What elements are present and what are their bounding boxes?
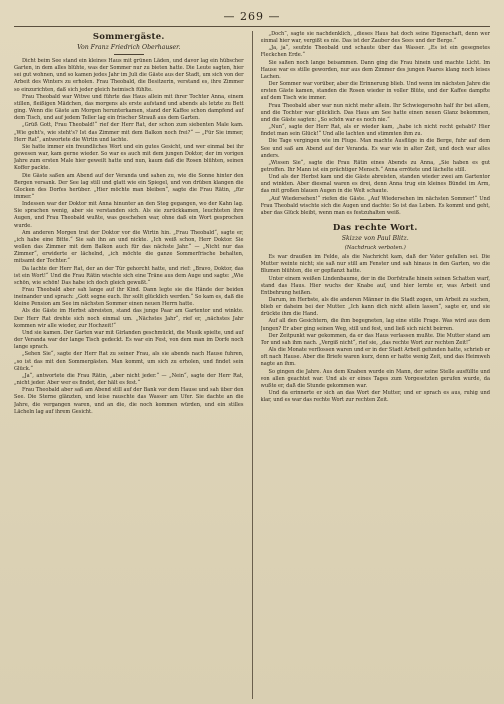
paragraph: „Ja“, antwortete die Frau Rätin, „aber nicht jeder.“ — „Nein“, sagte der Herr Rat, „nicht jeder. Aber wer es findet, der hält es fest.“ bbox=[14, 372, 244, 387]
columns bbox=[14, 31, 490, 699]
paragraph: Dicht beim See stand ein kleines Haus mit grünen Läden, und davor lag ein hübscher Garten, in dem alles blühte, was der Sommer nur zu bieten hatte. Die Leute sagten, hier sei gut wohnen, und so kamen jedes Jahr im Juli die Gäste aus der Stadt, um sich von der Arbeit des Winters zu erholen. Frau Theobald, die Besitzerin, verstand es, ihre Zimmer so einzurichten, daß sich jeder gleich heimisch fühlte. bbox=[14, 58, 244, 93]
paragraph: Die Gäste saßen am Abend auf der Veranda und sahen zu, wie die Sonne hinter den Bergen versank. Der See lag still und glatt wie ein Spiegel, und von drüben klangen die Glocken des Dorfes herüber. „Hier möchte man bleiben“, sagte die Frau Rätin, „für immer.“ bbox=[14, 172, 244, 200]
article-byline-sommergaeste: Von Franz Friedrich Oberhauser. bbox=[77, 44, 181, 51]
paragraph: Auf all den Gesichtern, die ihm begegneten, lag eine stille Frage. Was wird aus dem Jungen? Er aber ging seinen Weg, still und fest, und ließ sich nicht beirren. bbox=[260, 318, 490, 332]
page-number: — 269 — bbox=[223, 10, 281, 23]
paragraph: Darum, im Herbste, als die anderen Männer in die Stadt zogen, um Arbeit zu suchen, blieb er daheim bei der Mutter. „Ich kann dich nicht allein lassen“, sagte er, und sie drückte ihm die Hand. bbox=[260, 297, 490, 318]
paragraph: Frau Theobald aber saß am Abend still auf der Bank vor dem Hause und sah über den See. Die Sterne glänzten, und leise rauschte das Wasser am Ufer. Sie dachte an die Jahre, die vergangen waren, und an die, die noch kommen würden, und ein stilles Lächeln lag auf ihrem Gesicht. bbox=[14, 387, 244, 415]
paragraph: Und als der Herbst kam und die Gäste abreisten, standen wieder zwei am Gartentor und winkten. Aber diesmal waren es drei, denn Anna trug ein kleines Bündel im Arm, das mit großen blauen Augen in die Welt schaute. bbox=[260, 174, 490, 195]
paragraph: Sie hatte immer ein freundliches Wort und ein gutes Gesicht, und wer einmal bei ihr gewesen war, kam gerne wieder. So war es auch mit dem jungen Doktor, der im vorigen Jahre zum ersten Male hier geweilt hatte und nun, kaum daß die Rosen blühten, seinen Koffer packte. bbox=[14, 143, 244, 172]
paragraph: Und sie kamen. Der Garten war mit Girlanden geschmückt, die Musik spielte, und auf der Veranda war der lange Tisch gedeckt. Es war ein Fest, von dem man im Dorfe noch lange sprach. bbox=[14, 329, 244, 351]
paragraph: Frau Theobald aber sah lange auf ihr Kind. Dann legte sie die Hände der beiden ineinander und sprach: „Gott segne euch. Ihr sollt glücklich werden.“ So kam es, daß die kleine Pension am See im nächsten Sommer einen neuen Herrn hatte. bbox=[14, 287, 244, 308]
paragraph: Frau Theobald aber war nun nicht mehr allein. Ihr Schwiegersohn half ihr bei allem, und die Tochter war glücklich. Das Haus am See hatte einen neuen Glanz bekommen, und die Gäste sagten: „So schön war es noch nie.“ bbox=[260, 102, 490, 123]
paragraph: Als die Monate verflossen waren und er in der Stadt Arbeit gefunden hatte, schrieb er oft nach Hause. Aber die Briefe waren kurz, denn er hatte wenig Zeit, und das Heimweh nagte an ihm. bbox=[260, 347, 490, 368]
reprint-note: (Nachdruck verboten.) bbox=[344, 245, 406, 252]
paragraph: Als die Gäste im Herbst abreisten, stand das junge Paar am Gartentor und winkte. Der Herr Rat drehte sich noch einmal um. „Nächstes Jahr“, rief er, „nächstes Jahr kommen wir alle wieder, zur Hochzeit!“ bbox=[14, 308, 244, 329]
article-byline-rechte-wort: Skizze von Paul Blitz. bbox=[341, 235, 409, 243]
article-title-rechte-wort: Das rechte Wort. bbox=[332, 223, 418, 234]
paragraph: Frau Theobald war Witwe und führte das Haus allein mit ihrer Tochter Anna, einem stillen, fleißigen Mädchen, das morgens als erste aufstand und abends als letzte zu Bett ging. Wenn die Gäste am Morgen herunterkamen, stand der Kaffee schon dampfend auf dem Tisch, und auf jedem Teller lag ein frischer Strauß aus dem Garten. bbox=[14, 93, 244, 122]
article-title-sommergaeste: Sommergäste. bbox=[92, 32, 165, 42]
paragraph: „Nun“, sagte der Herr Rat, als er wieder kam, „habe ich nicht recht gehabt? Hier findet man sein Glück!“ Und alle lachten und stimmten ihm zu. bbox=[260, 124, 490, 138]
top-rule bbox=[14, 26, 490, 27]
article-body-continued bbox=[261, 31, 491, 217]
paragraph: „Sehen Sie“, sagte der Herr Rat zu seiner Frau, als sie abends nach Hause fuhren, „so ist das mit den Sommergästen. Man kommt, um sich zu erholen, und findet sein Glück.“ bbox=[14, 351, 244, 372]
paragraph: Es war draußen im Felde, als die Nachricht kam, daß der Vater gefallen sei. Die Mutter weinte nicht; sie saß nur still am Fenster und sah hinaus in den Garten, wo die Blumen blühten, die er gepflanzt hatte. bbox=[260, 254, 490, 275]
column-divider bbox=[252, 31, 253, 699]
paragraph: Unter einem weißen Lindenbaume, der in die Dorfstraße hinein seinen Schatten warf, stand das Haus. Hier wuchs der Knabe auf, und hier lernte er, was Arbeit und Entbehrung heißen. bbox=[260, 275, 490, 296]
paragraph: „Doch“, sagte sie nachdenklich, „dieses Haus hat doch seine Eigenschaft, denn wer einmal hier war, vergißt es nie. Das ist der Zauber des Sees und der Berge.“ bbox=[260, 31, 490, 45]
paragraph: Der Zeitpunkt war gekommen, da er das Haus verlassen mußte. Die Mutter stand am Tor und sah ihm nach. „Vergiß nicht“, rief sie, „das rechte Wort zur rechten Zeit!“ bbox=[260, 332, 490, 346]
paragraph: So gingen die Jahre. Aus dem Knaben wurde ein Mann, der seine Stelle ausfüllte und von allen geachtet war. Und als er eines Tages zum Vorgesetzten gerufen wurde, da wußte er, daß die Stunde gekommen war. bbox=[260, 368, 490, 389]
paragraph: „Grüß Gott, Frau Theobald!“ rief der Herr Rat, der schon zum siebenten Male kam. „Wie geht's, wie steht's? Ist das Zimmer mit dem Balkon noch frei?“ — „Für Sie immer, Herr Rat“, antwortete die Wirtin und lachte. bbox=[14, 122, 244, 143]
right-column bbox=[261, 31, 491, 699]
left-column bbox=[14, 31, 244, 699]
paragraph: Indessen war der Doktor mit Anna hinunter an den Steg gegangen, wo der Kahn lag. Sie sprachen wenig, aber sie verstanden sich. Als sie zurückkamen, leuchteten ihre Augen, und Frau Theobald wußte, was geschehen war, ohne daß ein Wort gesprochen wurde. bbox=[14, 201, 244, 229]
paragraph: Der Sommer war vorüber, aber die Erinnerung blieb. Und wenn im nächsten Jahre die ersten Gäste kamen, standen die Rosen wieder in voller Blüte, und der Kaffee dampfte auf dem Tisch wie immer. bbox=[260, 81, 490, 102]
paragraph: Und da erinnerte er sich an das Wort der Mutter, und er sprach es aus, ruhig und klar, und es war das rechte Wort zur rechten Zeit. bbox=[260, 390, 490, 404]
paragraph: Sie saßen noch lange beisammen. Dann ging die Frau hinein und machte Licht. Im Hause war es stille geworden, nur aus dem Zimmer des jungen Paares klang noch leises Lachen. bbox=[260, 59, 490, 80]
article-body-rechte-wort bbox=[261, 254, 491, 404]
paragraph: „Auf Wiedersehen!“ riefen die Gäste. „Auf Wiedersehen im nächsten Sommer!“ Und Frau Theobald wischte sich die Augen und dachte: So ist das Leben. Es kommt und geht, aber das Glück bleibt, wenn man es festzuhalten weiß. bbox=[260, 195, 490, 216]
paragraph: „Ja, ja“, seufzte Theobald und schaute über das Wasser. „Es ist ein gesegnetes Fleckchen Erde.“ bbox=[260, 45, 490, 59]
paragraph: „Wissen Sie“, sagte die Frau Rätin eines Abends zu Anna, „Sie haben es gut getroffen. Ihr Mann ist ein prächtiger Mensch.“ Anna errötete und lächelte still. bbox=[260, 159, 490, 173]
article-separator bbox=[360, 219, 390, 220]
title-rule bbox=[114, 54, 144, 55]
paragraph: Am anderen Morgen trat der Doktor vor die Wirtin hin. „Frau Theobald“, sagte er, „ich habe eine Bitte.“ Sie sah ihn an und nickte. „Ich weiß schon, Herr Doktor. Sie wollen das Zimmer mit dem Balkon auch für das nächste Jahr.“ — „Nicht nur das Zimmer“, erwiderte er lächelnd, „ich möchte die ganze Sommerfrische behalten, mitsamt der Tochter.“ bbox=[14, 229, 244, 265]
paragraph: Die Tage vergingen wie im Fluge. Man machte Ausflüge in die Berge, fuhr auf dem See und saß am Abend auf der Veranda. Es war wie in alter Zeit, und doch war alles anders. bbox=[260, 138, 490, 159]
article-body-sommergaeste bbox=[14, 58, 244, 416]
paragraph: Da lachte der Herr Rat, der an der Tür gehorcht hatte, und rief: „Bravo, Doktor, das ist ein Wort!“ Und die Frau Rätin wischte sich eine Träne aus dem Auge und sagte: „Wie schön, wie schön! Das habe ich doch gleich gewußt.“ bbox=[14, 265, 244, 286]
